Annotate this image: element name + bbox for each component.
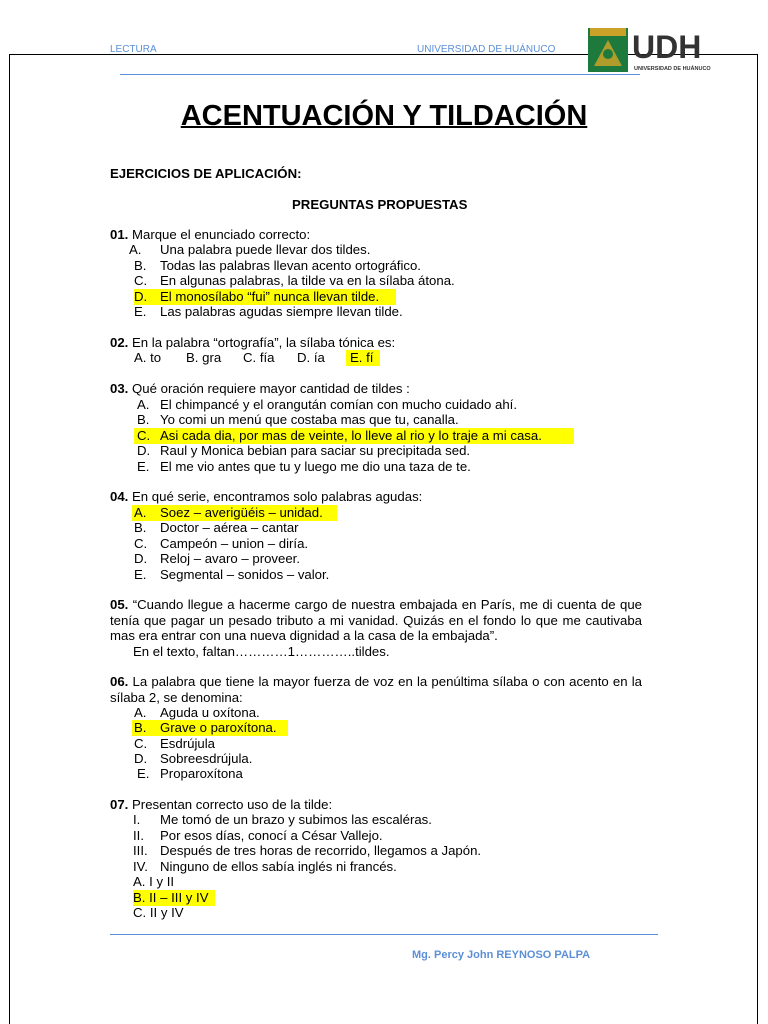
section-heading: EJERCICIOS DE APLICACIÓN: (110, 166, 302, 181)
q02-option-b: B. gra (186, 350, 222, 365)
q06-option-e: E. Proparoxítona (137, 766, 243, 781)
logo-emblem-center (603, 49, 613, 59)
q04-option-a: A. Soez – averigüéis – unidad. (132, 505, 337, 521)
q07-statement-3: III. Después de tres horas de recorrido, llegamos a Japón. (133, 843, 482, 858)
q06-option-c: C. Esdrújula (134, 736, 215, 751)
q06-option-d: D. Sobreesdrújula. (134, 751, 253, 766)
logo-shield-band (590, 28, 626, 36)
q06-option-a: A. Aguda u oxítona. (134, 705, 260, 720)
udh-logo (588, 26, 740, 74)
q06-option-b: B. Grave o paroxítona. (132, 720, 288, 736)
q04-option-c: C. Campeón – union – diría. (134, 536, 309, 551)
q01-option-a: A. Una palabra puede llevar dos tildes. (129, 242, 371, 257)
q01-option-b: B. Todas las palabras llevan acento ortográfico. (134, 258, 421, 273)
q03-option-a: A. El chimpancé y el orangután comían con mucho cuidado ahí. (137, 397, 518, 412)
q04-option-d: D. Reloj – avaro – proveer. (134, 551, 301, 566)
q03-option-e: E. El me vio antes que tu y luego me dio una taza de te. (137, 459, 471, 474)
footer-rule (110, 934, 658, 935)
question-03: 03. Qué oración requiere mayor cantidad de tildes : (110, 381, 410, 396)
q07-statement-4: IV. Ninguno de ellos sabía inglés ni francés. (133, 859, 397, 874)
question-05: 05. “Cuando llegue a hacerme cargo de nuestra embajada en París, me di cuenta de que tenía que pagar un pesado tributo a mi vanidad. Quizás en el fondo lo que me cautivaba mas era entrar con una nueva dignidad a la casa de la embajada”. (110, 597, 642, 643)
q07-answer-b: B. II – III y IV (133, 890, 215, 906)
q04-option-e: E. Segmental – sonidos – valor. (134, 567, 330, 582)
q07-answer-c: C. II y IV (133, 905, 184, 920)
q01-option-d: D. El monosílabo “fui” nunca llevan tilde. (134, 289, 396, 305)
question-04: 04. En qué serie, encontramos solo palabras agudas: (110, 489, 423, 504)
q03-option-d: D. Raul y Monica bebian para saciar su precipitada sed. (137, 443, 471, 458)
question-06: 06. La palabra que tiene la mayor fuerza de voz en la penúltima sílaba o con acento en la sílaba 2, se denomina: (110, 674, 642, 705)
q07-answer-a: A. I y II (133, 874, 175, 889)
logo-letters: UDH (632, 29, 702, 65)
q03-option-c: C. Asi cada dia, por mas de veinte, lo lleve al rio y lo traje a mi casa. (134, 428, 574, 444)
q02-option-c: C. fía (243, 350, 275, 365)
subheading: PREGUNTAS PROPUESTAS (292, 197, 468, 212)
footer-author: Mg. Percy John REYNOSO PALPA (412, 949, 591, 961)
header-rule (120, 74, 640, 75)
question-01: 01. Marque el enunciado correcto: (110, 227, 311, 242)
q05-blank-line: En el texto, faltan…………1…………..tildes. (133, 644, 390, 659)
document-title: ACENTUACIÓN Y TILDACIÓN (180, 100, 588, 132)
question-07: 07. Presentan correcto uso de la tilde: (110, 797, 333, 812)
logo-subtitle: UNIVERSIDAD DE HUÁNUCO (634, 66, 711, 72)
q04-option-b: B. Doctor – aérea – cantar (134, 520, 299, 535)
q07-statement-2: II. Por esos días, conocí a César Vallejo. (133, 828, 383, 843)
question-02: 02. En la palabra “ortografía”, la sílaba tónica es: (110, 335, 396, 350)
q02-option-d: D. ía (297, 350, 325, 365)
q07-statement-1: I. Me tomó de un brazo y subimos las escaléras. (133, 812, 432, 827)
header-section-label: LECTURA (110, 44, 157, 55)
q01-option-e: E. Las palabras agudas siempre llevan tilde. (134, 304, 403, 319)
q03-option-b: B. Yo comi un menú que costaba mas que tu, canalla. (137, 412, 459, 427)
q01-option-c: C. En algunas palabras, la tilde va en la sílaba átona. (134, 273, 455, 288)
header-university-name: UNIVERSIDAD DE HUÁNUCO (417, 44, 556, 55)
q02-option-a: A. to (134, 350, 162, 365)
q02-option-e: E. fí (346, 350, 380, 366)
